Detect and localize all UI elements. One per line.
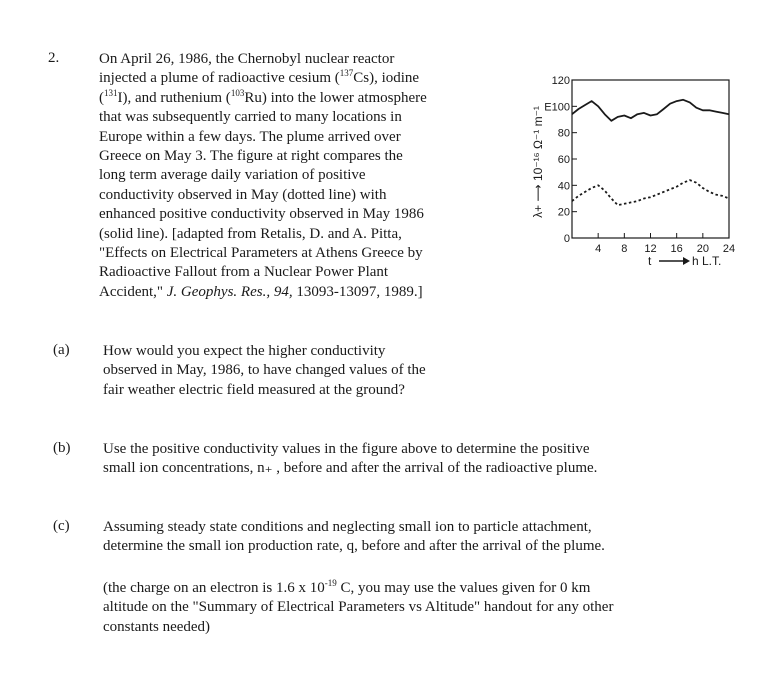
y-tick-label: 0 <box>563 233 570 245</box>
text-line: Greece on May 3. The figure at right compares the <box>99 148 403 165</box>
x-tick-label: 4 <box>595 243 602 255</box>
text-line: that was subsequently carried to many locations in <box>99 109 402 126</box>
question-c-text <box>103 518 605 557</box>
text-line: constants needed) <box>103 618 211 635</box>
text-line: Use the positive conductivity values in the figure above to determine the positive <box>103 441 590 457</box>
text-line: observed in May, 1986, to have changed values of the <box>103 362 426 379</box>
question-b-text <box>103 440 597 479</box>
question-a-label: (a) <box>53 342 70 358</box>
text-line: How would you expect the higher conductivity <box>103 343 386 359</box>
text-line: small ion concentrations, n₊ , before and after the arrival of the radioactive plume. <box>103 460 598 477</box>
text-line: Assuming steady state conditions and neglecting small ion to particle attachment, <box>103 519 592 535</box>
x-axis-arrow-head <box>683 257 690 265</box>
x-tick-label: 12 <box>644 243 657 255</box>
text-line: fair weather electric field measured at the ground? <box>103 381 405 398</box>
text-line: determine the small ion production rate, q, before and after the arrival of the plume. <box>103 538 605 555</box>
chart-series <box>572 100 729 205</box>
y-axis-label: λ+ ⟶ 10⁻¹⁶ Ω⁻¹ m⁻¹ <box>531 106 545 218</box>
x-tick-label: 16 <box>670 243 683 255</box>
text-line: (solid line). [adapted from Retalis, D. and A. Pitta, <box>99 225 402 242</box>
y-tick-label: 40 <box>557 180 570 193</box>
chart-axes <box>544 75 735 255</box>
question-c-label: (c) <box>53 518 70 534</box>
text-line: Radioactive Fallout from a Nuclear Power Plant <box>99 264 389 281</box>
text-line: injected a plume of radioactive cesium ($^{137}$Cs), iodine <box>99 68 420 87</box>
text-line: On April 26, 1986, the Chernobyl nuclear reactor <box>99 51 395 67</box>
text-line: (the charge on an electron is 1.6 x $10^{-19}$ C, you may use the values given for 0 km <box>103 578 591 596</box>
text-line: long term average daily variation of positive <box>99 167 366 184</box>
y-tick-label: 80 <box>557 127 570 140</box>
question-2-number: 2. <box>48 50 60 66</box>
y-tick-label: E100 <box>544 101 570 114</box>
series-line-solid <box>572 100 729 121</box>
y-tick-label: 20 <box>557 206 570 219</box>
text-line: altitude on the "Summary of Electrical Parameters vs Altitude" handout for any other <box>103 599 614 616</box>
x-tick-label: 24 <box>722 243 736 255</box>
text-line: conductivity observed in May (dotted line) with <box>99 186 387 203</box>
series-line-dotted <box>572 180 729 205</box>
text-line: enhanced positive conductivity observed in May 1986 <box>99 206 424 223</box>
y-tick-label: 60 <box>557 154 570 166</box>
text-line: "Effects on Electrical Parameters at Athens Greece by <box>99 245 423 262</box>
question-c-note <box>103 579 613 637</box>
text-line: Accident," J. Geophys. Res., 94, 13093-13097, 1989.] <box>99 283 423 300</box>
question-b-label: (b) <box>53 440 71 456</box>
x-tick-label: 20 <box>696 243 709 255</box>
question-a-text <box>103 342 426 400</box>
y-tick-label: 120 <box>551 75 570 87</box>
x-axis-label-t: t <box>648 254 652 268</box>
text-line: Europe within a few days. The plume arrived over <box>99 128 401 145</box>
text-line: ($^{131}$I), and ruthenium ($^{103}$Ru) into the lower atmosphere <box>99 87 427 106</box>
x-tick-label: 8 <box>621 243 628 255</box>
x-axis-label-unit: h L.T. <box>692 254 722 268</box>
